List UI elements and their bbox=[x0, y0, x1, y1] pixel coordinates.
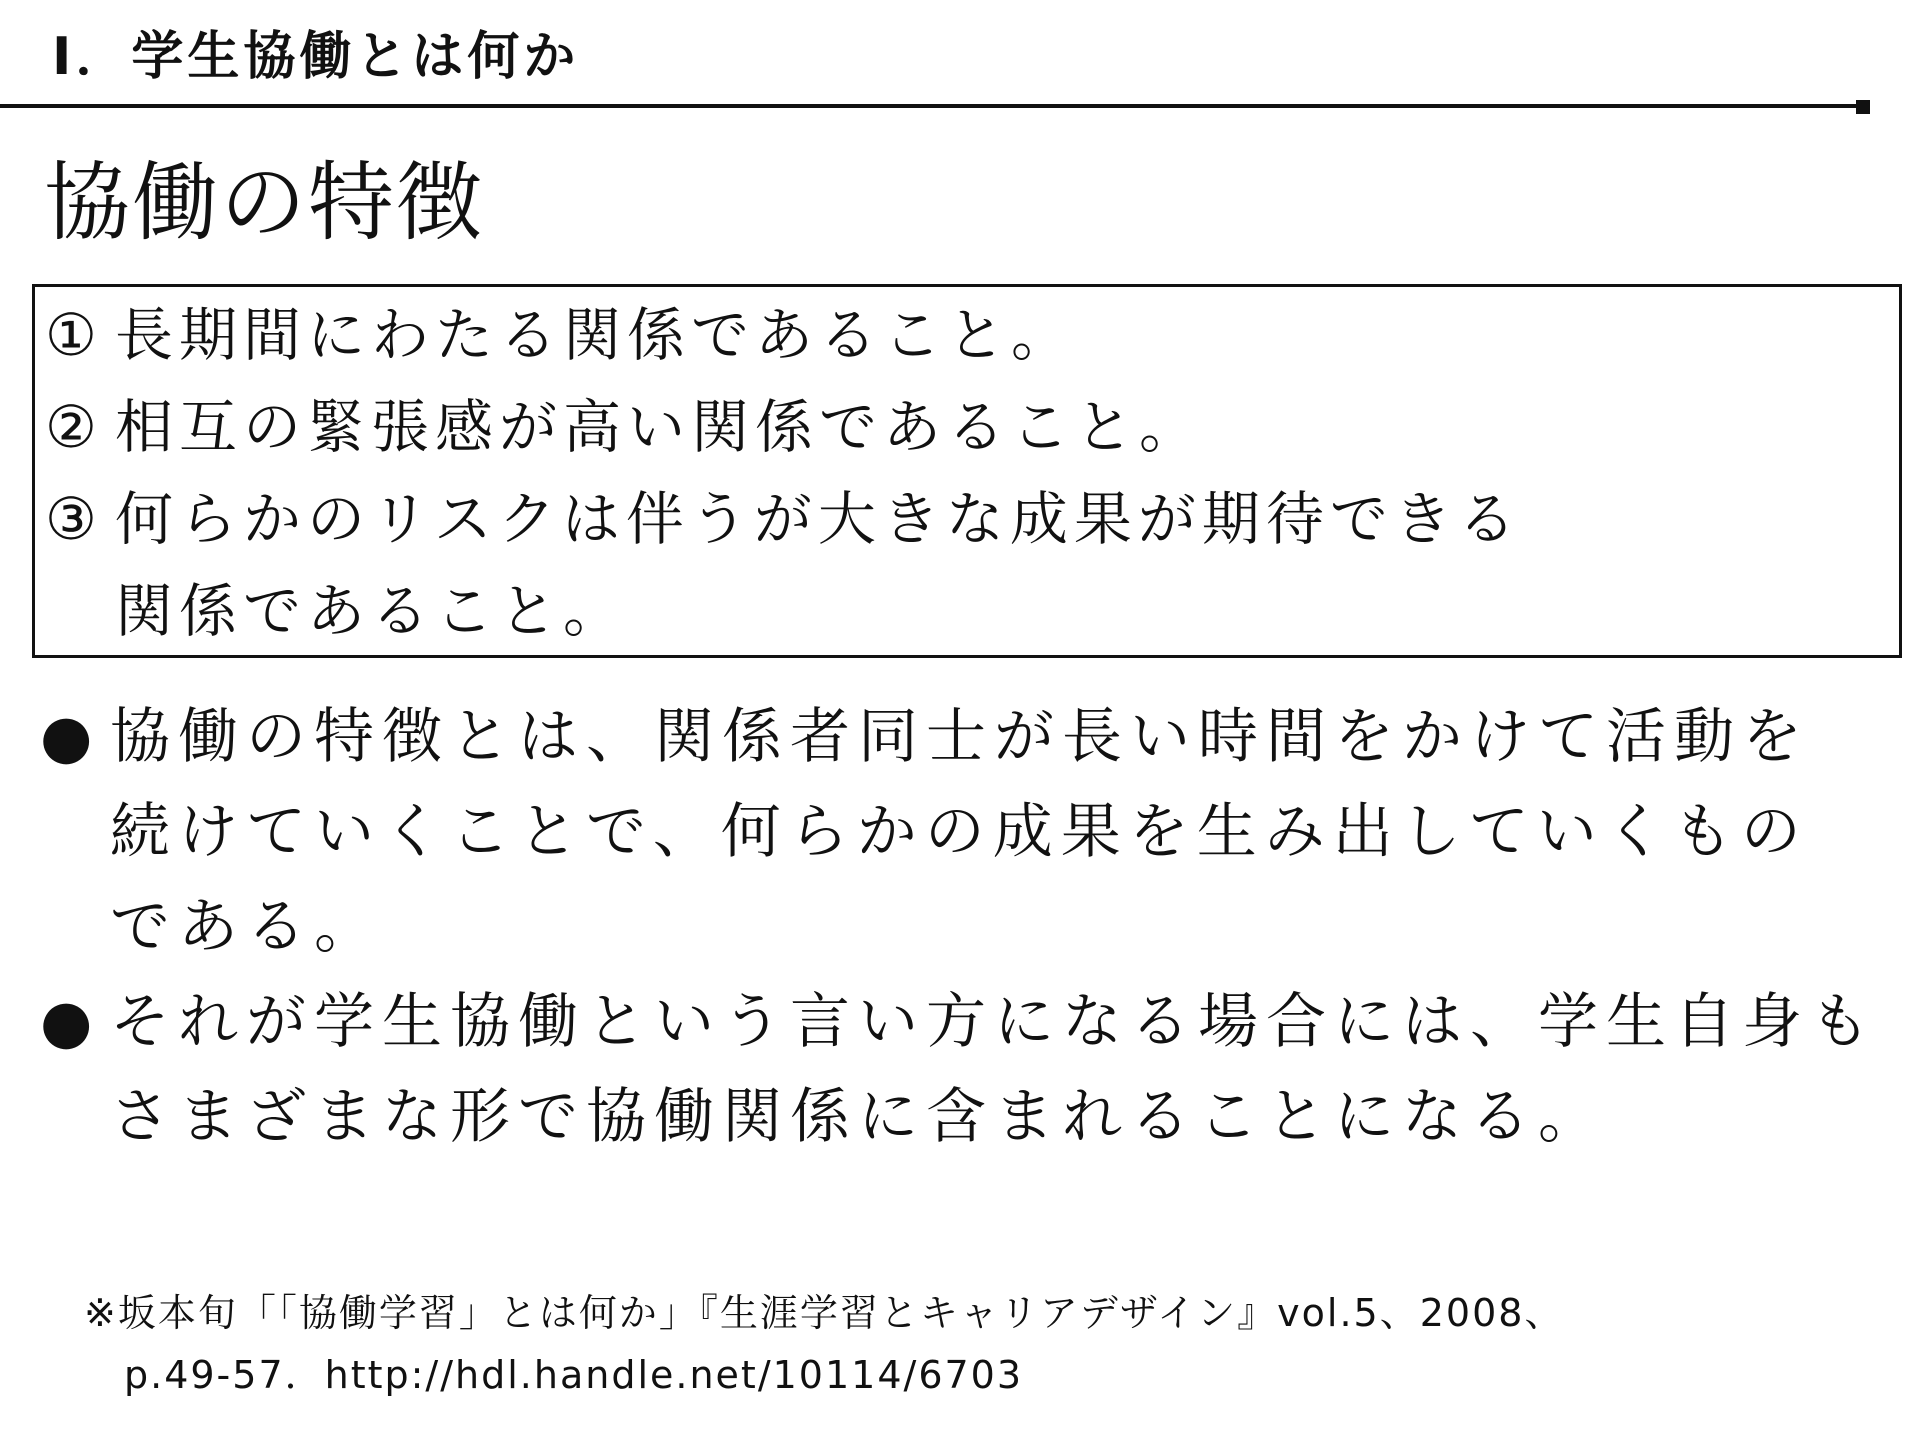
feature-box bbox=[32, 284, 1902, 658]
bullet-icon: ● bbox=[40, 987, 101, 1057]
page-title: 協働の特徴 bbox=[44, 153, 484, 253]
feature-number: ③ bbox=[45, 485, 103, 553]
bullet-text: それが学生協働という言い方になる場合には、学生自身も さまざまな形で協働関係に含まれることになる。 bbox=[110, 987, 1878, 1152]
section-header: Ⅰ．学生協働とは何か bbox=[52, 27, 580, 87]
feature-item-3 bbox=[45, 473, 1522, 657]
header-divider bbox=[0, 104, 1866, 108]
feature-number: ② bbox=[45, 393, 103, 461]
bullet-text: 協働の特徴とは、関係者同士が長い時間をかけて活動を 続けていくことで、何らかの成果を生み出していくもの である。 bbox=[110, 702, 1810, 962]
header-divider-end-mark bbox=[1856, 100, 1870, 114]
feature-text: 何らかのリスクは伴うが大きな成果が期待できる 関係であること。 bbox=[115, 485, 1522, 645]
bullet-list bbox=[40, 690, 1878, 1165]
bullet-icon: ● bbox=[40, 702, 101, 772]
feature-number: ① bbox=[45, 301, 103, 369]
bullet-item-2 bbox=[40, 975, 1878, 1165]
citation: ※坂本旬「「協働学習」とは何か」『生涯学習とキャリアデザイン』vol.5、2008、 p.49-57．http://hdl.handle.net/10114/6703 bbox=[84, 1291, 1565, 1397]
bullet-item-1 bbox=[40, 690, 1878, 975]
feature-text: 相互の緊張感が高い関係であること。 bbox=[115, 393, 1204, 461]
feature-list bbox=[45, 289, 1522, 657]
feature-item-1 bbox=[45, 289, 1522, 381]
feature-text: 長期間にわたる関係であること。 bbox=[115, 301, 1076, 369]
feature-item-2 bbox=[45, 381, 1522, 473]
